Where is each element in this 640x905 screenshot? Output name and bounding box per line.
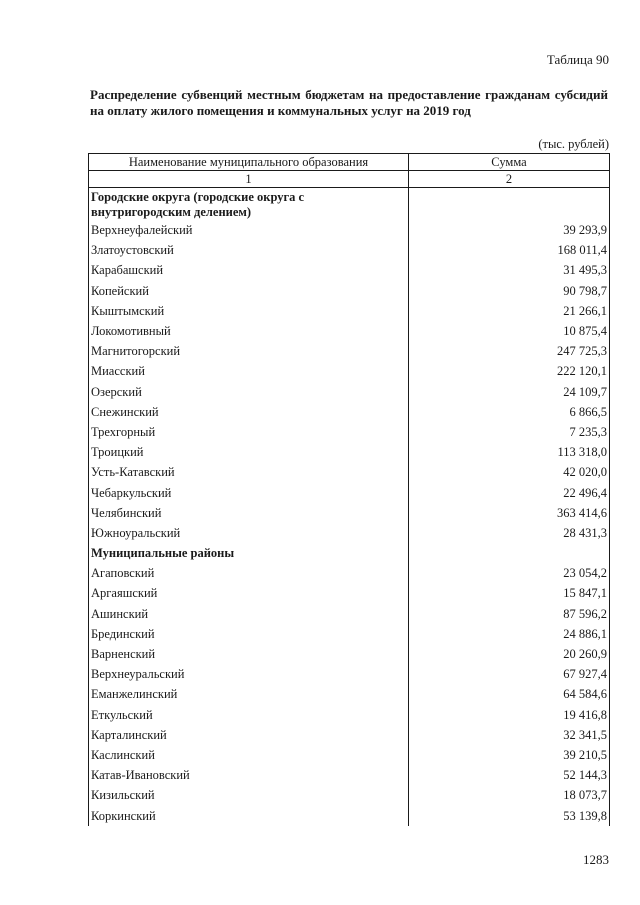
municipality-name: Аргаяшский xyxy=(89,583,409,603)
table-row xyxy=(89,503,610,523)
section-header-row xyxy=(89,543,610,563)
units-label: (тыс. рублей) xyxy=(538,137,609,151)
section-header-row xyxy=(89,188,610,221)
subvention-amount: 113 318,0 xyxy=(409,442,610,462)
table-row xyxy=(89,644,610,664)
table-body xyxy=(89,188,610,826)
table-row xyxy=(89,442,610,462)
table-row xyxy=(89,785,610,805)
municipality-name: Снежинский xyxy=(89,402,409,422)
subvention-amount: 53 139,8 xyxy=(409,805,610,825)
subvention-amount: 90 798,7 xyxy=(409,281,610,301)
subvention-amount: 39 293,9 xyxy=(409,220,610,240)
table-row xyxy=(89,684,610,704)
municipality-name: Карталинский xyxy=(89,725,409,745)
municipality-name: Троицкий xyxy=(89,442,409,462)
column-header-sum: Сумма xyxy=(409,154,610,171)
municipality-name: Златоустовский xyxy=(89,240,409,260)
municipality-name: Верхнеуральский xyxy=(89,664,409,684)
table-row xyxy=(89,705,610,725)
page-number: 1283 xyxy=(583,852,609,867)
municipality-name: Варненский xyxy=(89,644,409,664)
table-row xyxy=(89,462,610,482)
municipality-name: Чебаркульский xyxy=(89,482,409,502)
document-title: Распределение субвенций местным бюджетам на предоставление гражданам субсидий на оплату жилого помещения и коммунальных услуг на 2019 год xyxy=(90,87,608,118)
subvention-amount: 22 496,4 xyxy=(409,482,610,502)
table-row xyxy=(89,624,610,644)
section-title-municipal-districts: Муниципальные районы xyxy=(89,543,409,563)
subvention-amount: 39 210,5 xyxy=(409,745,610,765)
table-row xyxy=(89,361,610,381)
municipality-name: Магнитогорский xyxy=(89,341,409,361)
municipality-name: Катав-Ивановский xyxy=(89,765,409,785)
subvention-amount: 20 260,9 xyxy=(409,644,610,664)
subvention-amount: 10 875,4 xyxy=(409,321,610,341)
section-title-city-districts: Городские округа (городские округа с внутригородским делением) xyxy=(89,188,409,221)
table-row xyxy=(89,402,610,422)
municipality-name: Локомотивный xyxy=(89,321,409,341)
table-row xyxy=(89,422,610,442)
column-number-2: 2 xyxy=(409,171,610,188)
table-row xyxy=(89,583,610,603)
municipality-name: Еткульский xyxy=(89,705,409,725)
municipality-name: Брединский xyxy=(89,624,409,644)
table-row xyxy=(89,604,610,624)
municipality-name: Озерский xyxy=(89,382,409,402)
municipality-name: Карабашский xyxy=(89,260,409,280)
municipality-name: Кизильский xyxy=(89,785,409,805)
municipality-name: Трехгорный xyxy=(89,422,409,442)
column-number-1: 1 xyxy=(89,171,409,188)
subvention-amount: 28 431,3 xyxy=(409,523,610,543)
subvention-amount: 67 927,4 xyxy=(409,664,610,684)
subvention-amount: 31 495,3 xyxy=(409,260,610,280)
subvention-amount: 24 109,7 xyxy=(409,382,610,402)
table-row xyxy=(89,260,610,280)
table-row xyxy=(89,664,610,684)
table-row xyxy=(89,725,610,745)
municipality-name: Миасский xyxy=(89,361,409,381)
table-row xyxy=(89,765,610,785)
subvention-amount: 21 266,1 xyxy=(409,301,610,321)
subvention-amount: 222 120,1 xyxy=(409,361,610,381)
subvention-amount: 32 341,5 xyxy=(409,725,610,745)
municipality-name: Еманжелинский xyxy=(89,684,409,704)
subvention-amount: 247 725,3 xyxy=(409,341,610,361)
table-row xyxy=(89,805,610,825)
municipality-name: Ашинский xyxy=(89,604,409,624)
table-row xyxy=(89,341,610,361)
table-row xyxy=(89,523,610,543)
municipality-name: Верхнеуфалейский xyxy=(89,220,409,240)
table-row xyxy=(89,220,610,240)
municipality-name: Коркинский xyxy=(89,805,409,825)
subvention-amount: 15 847,1 xyxy=(409,583,610,603)
table-header-row xyxy=(89,154,610,171)
subvention-amount: 64 584,6 xyxy=(409,684,610,704)
subvention-amount: 87 596,2 xyxy=(409,604,610,624)
column-header-name: Наименование муниципального образования xyxy=(89,154,409,171)
subvention-amount: 363 414,6 xyxy=(409,503,610,523)
table-row xyxy=(89,281,610,301)
subvention-amount: 52 144,3 xyxy=(409,765,610,785)
subvention-amount: 168 011,4 xyxy=(409,240,610,260)
municipality-name: Кыштымский xyxy=(89,301,409,321)
municipality-name: Агаповский xyxy=(89,563,409,583)
table-number-label: Таблица 90 xyxy=(546,52,609,67)
table-row xyxy=(89,745,610,765)
subvention-amount: 19 416,8 xyxy=(409,705,610,725)
subvention-amount: 7 235,3 xyxy=(409,422,610,442)
table-row xyxy=(89,563,610,583)
table-row xyxy=(89,482,610,502)
municipality-name: Копейский xyxy=(89,281,409,301)
table-row xyxy=(89,301,610,321)
municipality-name: Челябинский xyxy=(89,503,409,523)
municipality-name: Усть-Катавский xyxy=(89,462,409,482)
column-number-row xyxy=(89,171,610,188)
subvention-amount: 42 020,0 xyxy=(409,462,610,482)
table-row xyxy=(89,321,610,341)
table-row xyxy=(89,240,610,260)
municipality-name: Каслинский xyxy=(89,745,409,765)
table-row xyxy=(89,382,610,402)
subvention-amount: 23 054,2 xyxy=(409,563,610,583)
subvention-amount: 18 073,7 xyxy=(409,785,610,805)
subvention-table xyxy=(88,153,610,826)
subvention-amount: 24 886,1 xyxy=(409,624,610,644)
municipality-name: Южноуральский xyxy=(89,523,409,543)
subvention-amount: 6 866,5 xyxy=(409,402,610,422)
